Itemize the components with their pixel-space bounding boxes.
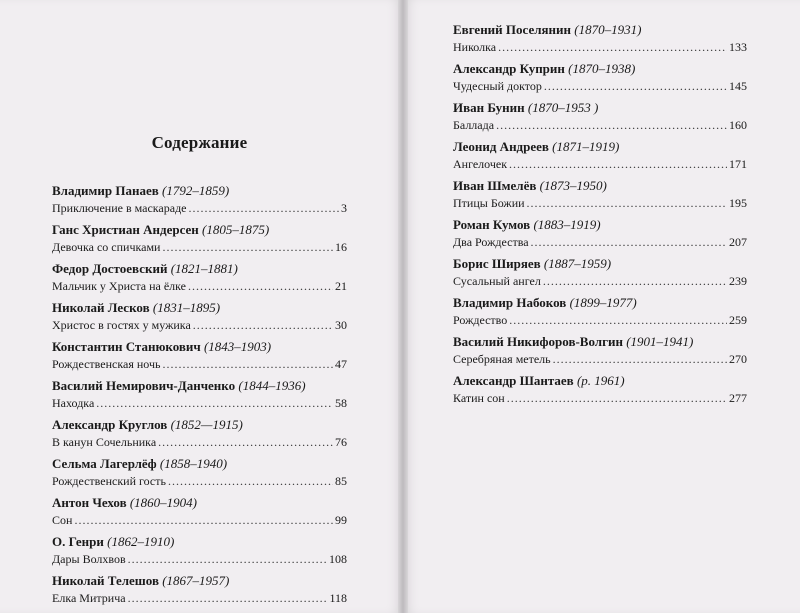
- work-title: Рождество: [453, 313, 508, 327]
- author-years: (1858–1940): [159, 456, 228, 471]
- page-number: 160: [729, 118, 747, 132]
- page-number: 76: [335, 435, 347, 449]
- work-title: Мальчик у Христа на ёлке: [52, 279, 186, 293]
- author-name: Борис Ширяев: [453, 256, 541, 271]
- dot-leader: [162, 356, 333, 373]
- page-number: 277: [729, 391, 747, 405]
- toc-author-line: [453, 254, 747, 273]
- toc-work-line: [52, 395, 347, 412]
- dot-leader: [498, 39, 727, 56]
- toc-work-line: [52, 551, 347, 568]
- work-title: Рождественская ночь: [52, 357, 161, 371]
- page-number: 30: [335, 318, 347, 332]
- toc-entry: [453, 137, 747, 173]
- toc-entry: [52, 415, 347, 451]
- work-title: Елка Митрича: [52, 591, 126, 605]
- toc-author-line: [453, 176, 747, 195]
- author-name: Василий Немирович-Данченко: [52, 378, 236, 393]
- toc-work-line: [52, 200, 347, 217]
- author-name: Владимир Набоков: [453, 295, 567, 310]
- author-name: Константин Станюкович: [52, 339, 201, 354]
- author-name: Владимир Панаев: [52, 183, 159, 198]
- author-name: Сельма Лагерлёф: [52, 456, 157, 471]
- toc-author-line: [453, 293, 747, 312]
- dot-leader: [189, 200, 339, 217]
- work-title: Николка: [453, 40, 497, 54]
- dot-leader: [507, 390, 727, 407]
- toc-entry: [52, 259, 347, 295]
- page-number: 259: [729, 313, 747, 327]
- toc-entry: [453, 254, 747, 290]
- toc-work-line: [52, 590, 347, 607]
- dot-leader: [188, 278, 333, 295]
- toc-work-line: [453, 39, 747, 56]
- toc-entry: [52, 298, 347, 334]
- toc-entry: [453, 332, 747, 368]
- page-number: 207: [729, 235, 747, 249]
- toc-author-line: [453, 59, 747, 78]
- author-name: Василий Никифоров-Волгин: [453, 334, 623, 349]
- author-years: (1899–1977): [569, 295, 637, 310]
- work-title: Сусальный ангел: [453, 274, 541, 288]
- work-title: Дары Волхвов: [52, 552, 126, 566]
- work-title: Девочка со спичками: [52, 240, 161, 254]
- author-years: (1844–1936): [238, 378, 306, 393]
- toc-entry: [52, 571, 347, 607]
- author-name: Роман Кумов: [453, 217, 531, 232]
- toc-work-line: [52, 278, 347, 295]
- toc-author-line: [52, 220, 347, 239]
- toc-work-line: [453, 273, 747, 290]
- author-name: Ганс Христиан Андерсен: [52, 222, 199, 237]
- author-years: (1862–1910): [107, 534, 175, 549]
- author-years: (1873–1950): [539, 178, 607, 193]
- author-years: (1883–1919): [533, 217, 601, 232]
- page-number: 85: [335, 474, 347, 488]
- toc-author-line: [52, 415, 347, 434]
- toc-work-line: [52, 473, 347, 490]
- author-years: (1792–1859): [162, 183, 230, 198]
- work-title: Приключение в маскараде: [52, 201, 187, 215]
- dot-leader: [128, 590, 328, 607]
- toc-author-line: [453, 20, 747, 39]
- toc-work-line: [453, 195, 747, 212]
- toc-author-line: [453, 215, 747, 234]
- dot-leader: [74, 512, 333, 529]
- toc-right-column: [453, 20, 747, 410]
- author-name: Антон Чехов: [52, 495, 127, 510]
- work-title: Баллада: [453, 118, 495, 132]
- page-number: 270: [729, 352, 747, 366]
- page-number: 171: [729, 157, 747, 171]
- toc-author-line: [52, 181, 347, 200]
- toc-work-line: [453, 312, 747, 329]
- dot-leader: [531, 234, 727, 251]
- page-number: 16: [335, 240, 347, 254]
- toc-entry: [52, 376, 347, 412]
- toc-entry: [52, 454, 347, 490]
- toc-author-line: [52, 454, 347, 473]
- author-years: (1887–1959): [543, 256, 612, 271]
- work-title: Катин сон: [453, 391, 505, 405]
- dot-leader: [509, 312, 727, 329]
- work-title: Находка: [52, 396, 95, 410]
- toc-author-line: [52, 532, 347, 551]
- author-years: (1831–1895): [152, 300, 221, 315]
- work-title: Ангелочек: [453, 157, 508, 171]
- toc-left-list: [52, 181, 347, 607]
- dot-leader: [543, 273, 727, 290]
- toc-work-line: [453, 390, 747, 407]
- dot-leader: [193, 317, 333, 334]
- book-gutter: [398, 0, 408, 613]
- author-years: (р. 1961): [576, 373, 625, 388]
- toc-entry: [52, 220, 347, 256]
- author-years: (1821–1881): [170, 261, 238, 276]
- toc-author-line: [52, 337, 347, 356]
- dot-leader: [168, 473, 333, 490]
- toc-work-line: [52, 512, 347, 529]
- author-name: О. Генри: [52, 534, 104, 549]
- work-title: Сон: [52, 513, 73, 527]
- author-years: (1871–1919): [552, 139, 620, 154]
- work-title: Серебряная метель: [453, 352, 551, 366]
- work-title: Два Рождества: [453, 235, 529, 249]
- toc-entry: [453, 20, 747, 56]
- author-years: (1852—1915): [170, 417, 243, 432]
- author-years: (1860–1904): [129, 495, 198, 510]
- page-number: 58: [335, 396, 347, 410]
- work-title: Птицы Божии: [453, 196, 525, 210]
- author-name: Николай Телешов: [52, 573, 159, 588]
- author-name: Федор Достоевский: [52, 261, 168, 276]
- toc-entry: [453, 293, 747, 329]
- toc-entry: [453, 59, 747, 95]
- author-years: (1870–1938): [568, 61, 636, 76]
- page-number: 145: [729, 79, 747, 93]
- toc-entry: [453, 98, 747, 134]
- toc-right-list: [453, 20, 747, 407]
- page-number: 118: [329, 591, 347, 605]
- page-number: 195: [729, 196, 747, 210]
- author-name: Александр Куприн: [453, 61, 565, 76]
- author-name: Иван Шмелёв: [453, 178, 537, 193]
- author-years: (1901–1941): [626, 334, 694, 349]
- work-title: Чудесный доктор: [453, 79, 542, 93]
- author-name: Иван Бунин: [453, 100, 525, 115]
- work-title: В канун Сочельника: [52, 435, 157, 449]
- dot-leader: [553, 351, 727, 368]
- toc-work-line: [52, 317, 347, 334]
- work-title: Христос в гостях у мужика: [52, 318, 191, 332]
- dot-leader: [496, 117, 727, 134]
- dot-leader: [128, 551, 327, 568]
- dot-leader: [509, 156, 727, 173]
- author-name: Александр Шантаев: [453, 373, 574, 388]
- toc-entry: [52, 181, 347, 217]
- toc-work-line: [453, 117, 747, 134]
- page-number: 133: [729, 40, 747, 54]
- toc-entry: [453, 176, 747, 212]
- toc-title: Содержание: [151, 133, 248, 152]
- author-years: (1843–1903): [203, 339, 272, 354]
- toc-entry: [453, 371, 747, 407]
- work-title: Рождественский гость: [52, 474, 166, 488]
- toc-work-line: [453, 234, 747, 251]
- toc-author-line: [453, 98, 747, 117]
- toc-author-line: [52, 298, 347, 317]
- page-number: 47: [335, 357, 347, 371]
- toc-entry: [52, 493, 347, 529]
- toc-work-line: [453, 351, 747, 368]
- toc-entry: [52, 337, 347, 373]
- author-years: (1870–1931): [574, 22, 642, 37]
- toc-author-line: [453, 137, 747, 156]
- author-years: (1867–1957): [162, 573, 230, 588]
- author-name: Николай Лесков: [52, 300, 150, 315]
- toc-entry: [453, 215, 747, 251]
- toc-work-line: [52, 239, 347, 256]
- toc-entry: [52, 532, 347, 568]
- page-number: 3: [341, 201, 347, 215]
- page-number: 21: [335, 279, 347, 293]
- toc-work-line: [52, 434, 347, 451]
- page-number: 239: [729, 274, 747, 288]
- toc-author-line: [52, 493, 347, 512]
- toc-author-line: [52, 376, 347, 395]
- toc-work-line: [453, 78, 747, 95]
- toc-author-line: [453, 332, 747, 351]
- dot-leader: [162, 239, 333, 256]
- author-years: (1870–1953 ): [527, 100, 599, 115]
- toc-author-line: [52, 571, 347, 590]
- toc-author-line: [453, 371, 747, 390]
- dot-leader: [158, 434, 333, 451]
- dot-leader: [544, 78, 727, 95]
- author-name: Леонид Андреев: [453, 139, 549, 154]
- author-name: Александр Круглов: [52, 417, 168, 432]
- toc-left-column: [52, 118, 347, 610]
- toc-work-line: [52, 356, 347, 373]
- toc-work-line: [453, 156, 747, 173]
- author-years: (1805–1875): [202, 222, 270, 237]
- author-name: Евгений Поселянин: [453, 22, 572, 37]
- dot-leader: [96, 395, 333, 412]
- dot-leader: [527, 195, 727, 212]
- page-number: 99: [335, 513, 347, 527]
- page-number: 108: [329, 552, 347, 566]
- toc-author-line: [52, 259, 347, 278]
